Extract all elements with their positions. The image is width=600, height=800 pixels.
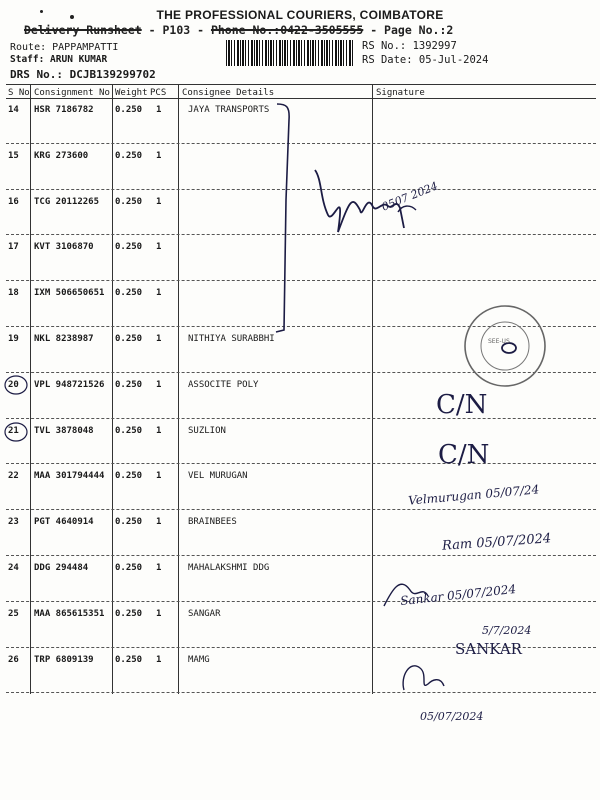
signature-26: 05/07/2024 — [420, 710, 484, 723]
col-header-consignment: Consignment No — [34, 88, 110, 98]
signature-20: C/N — [436, 390, 488, 420]
row-weight: 0.250 — [115, 425, 143, 436]
signature-stroke — [403, 666, 444, 690]
row-consignee: JAYA TRANSPORTS — [188, 105, 270, 115]
row-consignment-no: DDG 294484 — [34, 563, 89, 573]
signature-22: Velmurugan 05/07/24 — [407, 482, 540, 508]
row-consignment-no: VPL 948721526 — [34, 379, 105, 390]
row-consignment-no: TCG 20112265 — [34, 196, 100, 207]
row-consignment-no: PGT 4640914 — [34, 517, 94, 528]
row-weight: 0.250 — [115, 563, 143, 573]
row-weight: 0.250 — [115, 242, 143, 253]
row-consignment-no: TVL 3878048 — [34, 425, 94, 436]
row-consignment-no: IXM 506650651 — [34, 288, 105, 299]
row-pcs: 1 — [156, 288, 162, 299]
col-header-consignee: Consignee Details — [182, 88, 275, 98]
row-consignee: MAHALAKSHMI DDG — [188, 563, 270, 573]
row-weight: 0.250 — [115, 196, 143, 207]
signature-25-name: SANKAR — [455, 640, 522, 658]
row-consignee: BRAINBEES — [188, 517, 237, 528]
bracket-stroke — [276, 104, 289, 332]
row-sno: 19 — [8, 334, 19, 344]
row-consignment-no: KVT 3106870 — [34, 242, 94, 253]
staff-label: Staff: ARUN KUMAR — [10, 54, 108, 65]
row-weight: 0.250 — [115, 379, 143, 390]
row-sno: 22 — [8, 471, 19, 482]
row-pcs: 1 — [156, 608, 162, 619]
row-pcs: 1 — [156, 105, 162, 115]
runsheet-code: - P103 - — [141, 23, 211, 37]
row-weight: 0.250 — [115, 517, 143, 528]
signature-25-date: 5/7/2024 — [482, 624, 532, 637]
row-consignee: SUZLION — [188, 425, 226, 436]
company-title: THE PROFESSIONAL COURIERS, COIMBATORE — [156, 8, 444, 22]
signature-23: Ram 05/07/2024 — [441, 531, 552, 554]
row-sno: 20 — [8, 379, 19, 390]
drs-number: DRS No.: DCJB139299702 — [10, 68, 156, 81]
route-label: Route: PAPPAMPATTI — [10, 42, 119, 53]
row-sno: 18 — [8, 288, 19, 299]
row-sno: 23 — [8, 517, 19, 528]
row-pcs: 1 — [156, 150, 162, 161]
row-weight: 0.250 — [115, 471, 143, 482]
rs-number: RS No.: 1392997 — [362, 40, 457, 52]
row-consignment-no: KRG 273600 — [34, 150, 89, 161]
runsheet-label: Delivery Runsheet — [24, 23, 142, 37]
row-weight: 0.250 — [115, 105, 143, 115]
row-sno: 17 — [8, 242, 19, 253]
row-weight: 0.250 — [115, 334, 143, 344]
signature-date-15: 0507 2024 — [379, 179, 440, 214]
row-sno: 14 — [8, 105, 19, 115]
row-consignment-no: MAA 301794444 — [34, 471, 105, 482]
row-weight: 0.250 — [115, 288, 143, 299]
row-sno: 26 — [8, 654, 19, 665]
row-pcs: 1 — [156, 563, 162, 573]
row-consignee: MAMG — [188, 654, 210, 665]
row-sno: 21 — [8, 425, 19, 436]
row-pcs: 1 — [156, 517, 162, 528]
col-header-sno: S No — [8, 88, 30, 98]
page-number: - Page No.:2 — [363, 23, 454, 37]
circle-mark — [5, 423, 27, 441]
row-sno: 24 — [8, 563, 19, 573]
row-sno: 15 — [8, 150, 19, 161]
circle-mark — [5, 376, 27, 394]
row-pcs: 1 — [156, 334, 162, 344]
company-stamp — [465, 306, 545, 386]
row-consignment-no: MAA 865615351 — [34, 608, 105, 619]
col-header-pcs: PCS — [150, 88, 167, 98]
row-sno: 25 — [8, 608, 19, 619]
col-header-signature: Signature — [376, 88, 425, 98]
row-pcs: 1 — [156, 471, 162, 482]
row-consignee: ASSOCITE POLY — [188, 379, 259, 390]
phone-number: Phone No.:0422-3505555 — [210, 23, 364, 37]
row-weight: 0.250 — [115, 608, 143, 619]
row-pcs: 1 — [156, 654, 162, 665]
row-consignee: VEL MURUGAN — [188, 471, 248, 482]
row-consignment-no: NKL 8238987 — [34, 334, 94, 344]
row-weight: 0.250 — [115, 150, 143, 161]
row-sno: 16 — [8, 196, 19, 207]
row-weight: 0.250 — [115, 654, 143, 665]
row-consignee: NITHIYA SURABBHI — [188, 334, 275, 344]
company-stamp-inner — [481, 322, 529, 370]
col-header-weight: Weight — [115, 88, 148, 98]
signature-24: Sankar 05/07/2024 — [399, 581, 517, 609]
signature-21: C/N — [438, 440, 490, 470]
row-pcs: 1 — [156, 196, 162, 207]
row-pcs: 1 — [156, 425, 162, 436]
row-consignee: SANGAR — [188, 608, 221, 619]
row-consignment-no: TRP 6809139 — [34, 654, 94, 665]
stamp-text: SEE-US — [488, 338, 510, 345]
rs-date: RS Date: 05-Jul-2024 — [362, 54, 489, 66]
row-pcs: 1 — [156, 242, 162, 253]
row-consignment-no: HSR 7186782 — [34, 105, 94, 115]
row-pcs: 1 — [156, 379, 162, 390]
